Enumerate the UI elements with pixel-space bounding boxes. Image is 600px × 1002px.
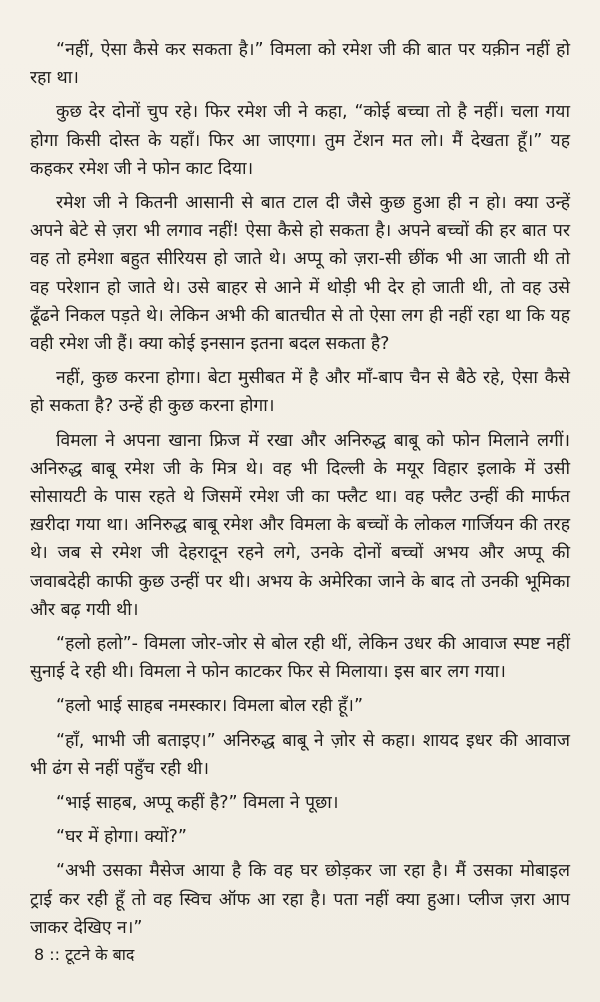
paragraph-10: “घर में होगा। क्यों?”: [56, 827, 187, 848]
page-footer: 8 :: टूटने के बाद: [34, 945, 135, 964]
paragraph-1: “नहीं, ऐसा कैसे कर सकता है।” विमला को रमेश जी की बात पर यक़ीन नहीं हो रहा था।: [30, 40, 570, 89]
paragraph-11: “अभी उसका मैसेज आया है कि वह घर छोड़कर जा रहा है। मैं उसका मोबाइल ट्राई कर रही हूँ तो वह स्विच ऑफ आ रहा है। पता नहीं क्या हुआ। प्लीज ज़रा आप जाकर देखिए न।”: [30, 861, 570, 938]
paragraph-6: “हलो हलो”- विमला जोर-जोर से बोल रही थीं, लेकिन उधर की आवाज स्पष्ट नहीं सुनाई दे रही थी। विमला ने फोन काटकर फिर से मिलाया। इस बार लग गया।: [30, 634, 570, 683]
paragraph-3: रमेश जी ने कितनी आसानी से बात टाल दी जैसे कुछ हुआ ही न हो। क्या उन्हें अपने बेटे से ज़रा भी लगाव नहीं! ऐसा कैसे हो सकता है। अपने बच्चों की हर बात पर वह तो हमेशा बहुत सीरियस हो जाते थे। अप्पू को ज़रा-सी छींक भी आ जाती थी तो वह परेशान हो जाते थे। उसे बाहर से आने में थोड़ी भी देर हो जाती थी, तो वह उसे ढूँढने निकल पड़ते थे। लेकिन अभी की बातचीत से तो ऐसा लग ही नहीं रहा था कि यह वही रमेश जी हैं। क्या कोई इनसान इतना बदल सकता है?: [30, 193, 570, 355]
paragraph-2: कुछ देर दोनों चुप रहे। फिर रमेश जी ने कहा, “कोई बच्चा तो है नहीं। चला गया होगा किसी दोस्त के यहाँ। फिर आ जाएगा। तुम टेंशन मत लो। मैं देखता हूँ।” यह कहकर रमेश जी ने फोन काट दिया।: [30, 102, 570, 179]
paragraph-4: नहीं, कुछ करना होगा। बेटा मुसीबत में है और माँ-बाप चैन से बैठे रहे, ऐसा कैसे हो सकता है? उन्हें ही कुछ करना होगा।: [30, 368, 570, 417]
paragraph-5: विमला ने अपना खाना फ्रिज में रखा और अनिरुद्ध बाबू को फोन मिलाने लगीं। अनिरुद्ध बाबू रमेश जी के मित्र थे। वह भी दिल्ली के मयूर विहार इलाके में उसी सोसायटी के पास रहते थे जिसमें रमेश जी का फ्लैट था। वह फ्लैट उन्हीं की मार्फत ख़रीदा गया था। अनिरुद्ध बाबू रमेश और विमला के बच्चों के लोकल गार्जियन की तरह थे। जब से रमेश जी देहरादून रहने लगे, उनके दोनों बच्चों अभय और अप्पू की जवाबदेही काफी कुछ उन्हीं पर थी। अभय के अमेरिका जाने के बाद तो उनकी भूमिका और बढ़ गयी थी।: [30, 430, 570, 620]
paragraph-8: “हाँ, भाभी जी बताइए।” अनिरुद्ध बाबू ने ज़ोर से कहा। शायद इधर की आवाज भी ढंग से नहीं पहुँच रही थी।: [30, 730, 570, 779]
paragraph-7: “हलो भाई साहब नमस्कार। विमला बोल रही हूँ।”: [56, 696, 364, 717]
paragraph-9: “भाई साहब, अप्पू कहीं है?” विमला ने पूछा।: [56, 793, 339, 814]
